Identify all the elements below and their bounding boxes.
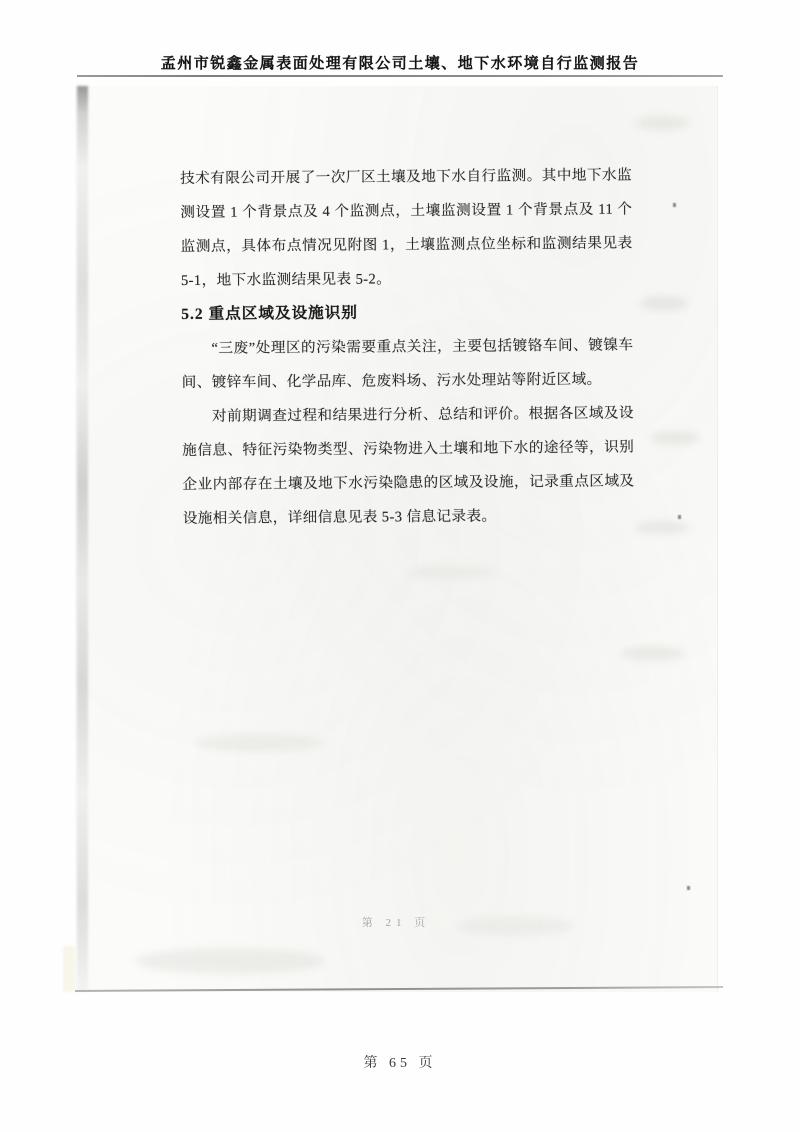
text-line: 设施相关信息，详细信息见表 5-3 信息记录表。: [182, 508, 497, 527]
text-line: 施信息、特征污染物类型、污染物进入土壤和地下水的途径等，识别: [182, 439, 635, 459]
text-line: “三废”处理区的污染需要重点关注，主要包括镀铬车间、镀镍车: [211, 337, 634, 357]
scan-speck: [673, 203, 676, 207]
bleedthrough-smudge: [650, 431, 700, 445]
bleedthrough-smudge: [635, 116, 690, 130]
scanned-page: [75, 86, 718, 992]
bleedthrough-smudge: [195, 734, 325, 752]
bleedthrough-smudge: [135, 948, 325, 974]
text-line: 企业内部存在土壤及地下水污染隐患的区域及设施，记录重点区域及: [182, 473, 635, 493]
scan-speck: [678, 515, 681, 519]
text-line: 对前期调查过程和结果进行分析、总结和评价。根据各区域及设: [211, 405, 635, 425]
section-heading: 5.2 重点区域及设施识别: [181, 304, 358, 323]
header-underline: [77, 75, 723, 77]
bleedthrough-smudge: [405, 566, 495, 579]
text-line: 测设置 1 个背景点及 4 个监测点，土壤监测设置 1 个背景点及 11 个: [180, 201, 633, 221]
report-header-title: 孟州市锐鑫金属表面处理有限公司土壤、地下水环境自行监测报告: [160, 56, 640, 72]
scan-edge-artifact-left: [77, 86, 88, 992]
bleedthrough-smudge: [620, 646, 685, 661]
body-text: [180, 160, 635, 538]
bleedthrough-smudge: [635, 521, 690, 534]
scan-speck: [687, 886, 690, 890]
bleedthrough-smudge: [640, 296, 688, 311]
text-line: 监测点，具体布点情况见附图 1，土壤监测点位坐标和监测结果见表: [180, 235, 633, 255]
scan-edge-artifact-cream: [63, 946, 75, 992]
text-line: 间、镀锌车间、化学品库、危废料场、污水处理站等附近区域。: [181, 371, 602, 391]
scan-page-number: 第 21 页: [361, 917, 431, 929]
text-line: 5-1，地下水监测结果见表 5-2。: [180, 271, 392, 289]
footer-page-number: 第 65 页: [363, 1056, 437, 1071]
scan-edge-artifact-bottom: [75, 986, 723, 991]
text-line: 技术有限公司开展了一次厂区土壤及地下水自行监测。其中地下水监: [180, 167, 633, 187]
